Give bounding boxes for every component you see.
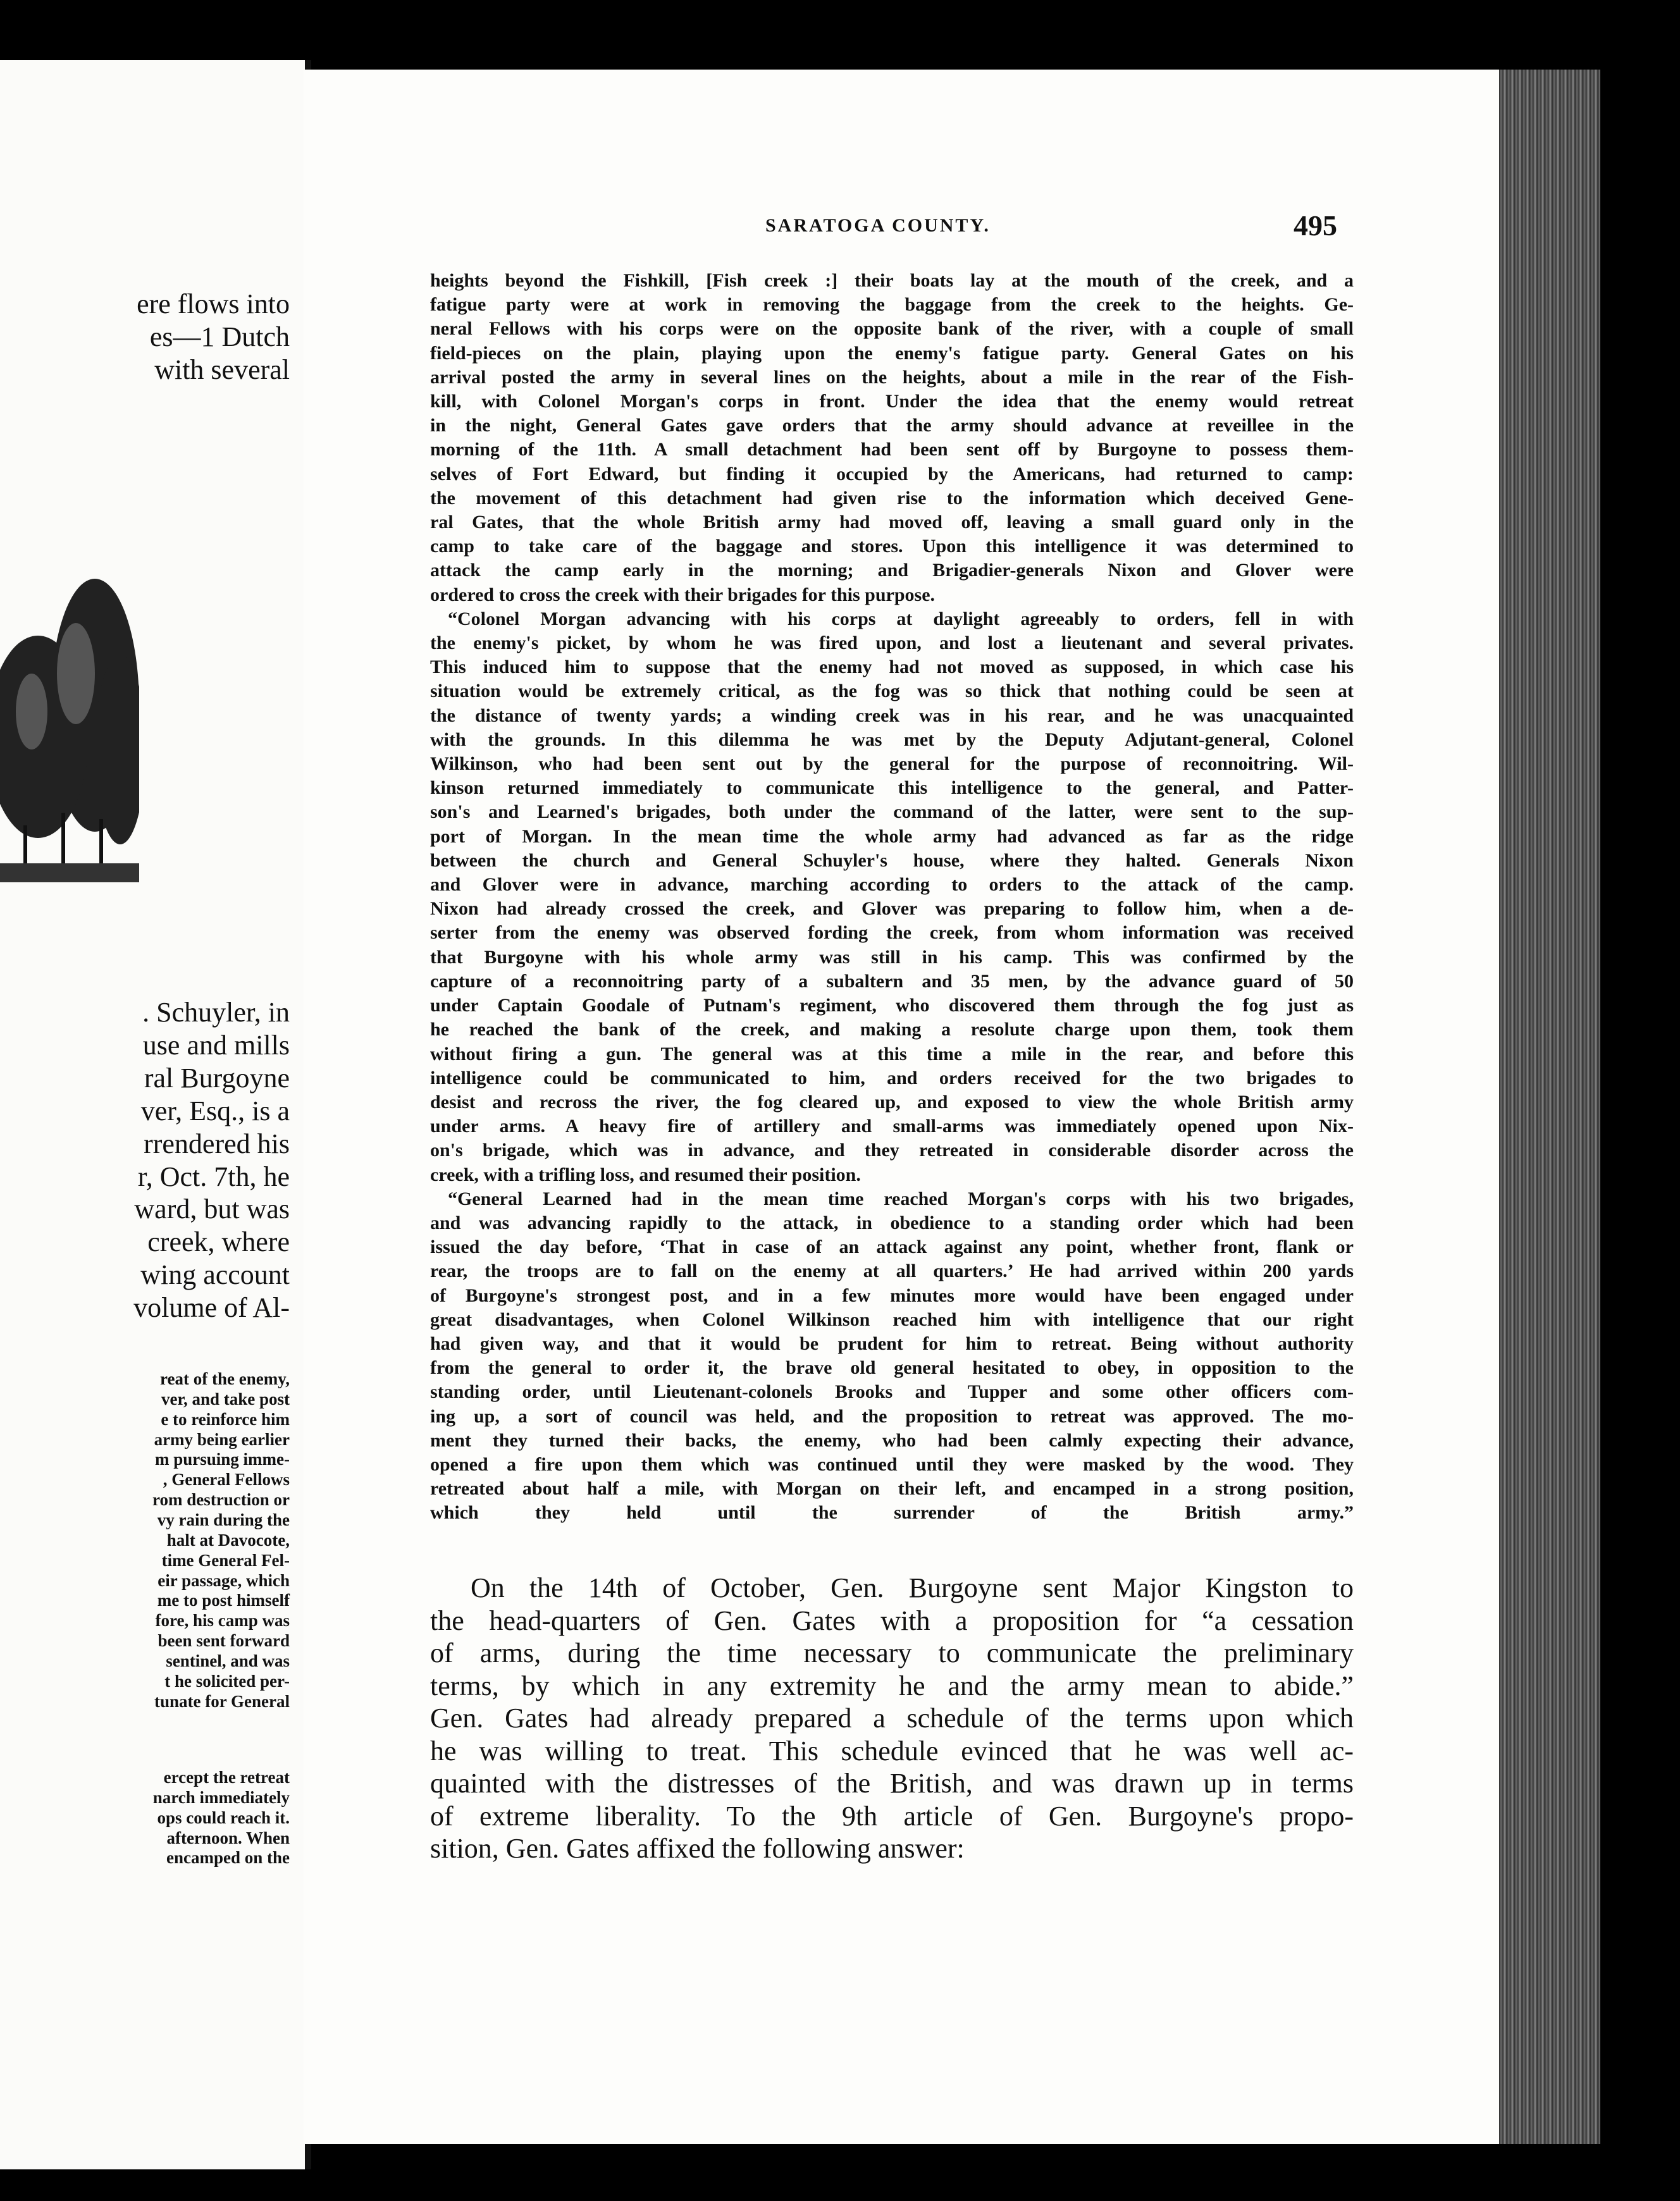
quote-line: field-pieces on the plain, playing upon the enemy's fatigue party. General Gates on his [430,342,1354,364]
quote-line: the enemy's picket, by whom he was fired upon, and lost a lieutenant and several privates. [430,632,1354,654]
previous-page-line: , General Fellows [163,1470,290,1489]
previous-page-line: ere flows into [137,288,290,319]
previous-page-line: army being earlier [154,1429,290,1449]
previous-page-small-text-2 [153,1768,290,1868]
body-line: sition, Gen. Gates affixed the following answer: [430,1833,965,1864]
quote-line: without firing a gun. The general was at this time a mile in the rear, and before this [430,1043,1354,1064]
quote-line: serter from the enemy was observed fording the creek, from whom information was received [430,922,1354,944]
body-line: terms, by which in any extremity he and the army mean to abide.” [430,1670,1354,1701]
quote-line: creek, with a trifling loss, and resumed their position. [430,1164,861,1185]
quote-line: “Colonel Morgan advancing with his corps at daylight agreeably to orders, fell in with [448,608,1354,629]
quote-line: Wilkinson, who had been sent out by the general for the purpose of reconnoitring. Wil- [430,753,1354,775]
previous-page-line: rrendered his [144,1128,290,1159]
quote-line: that Burgoyne with his whole army was still in his camp. This was confirmed by the [430,946,1354,968]
quoted-extract [430,269,1354,1526]
quote-line: he reached the bank of the creek, and making a resolute charge upon them, took them [430,1019,1354,1040]
quote-line: from the general to order it, the brave old general hesitated to obey, in opposition to the [430,1357,1354,1379]
quote-line: son's and Learned's brigades, both under the command of the latter, were sent to the sup- [430,801,1354,823]
previous-page-line: eir passage, which [158,1570,290,1590]
quote-line: which they held until the surrender of the British army.” [430,1502,1354,1524]
quote-line: had given way, and that it would be prudent for him to retreat. Being without authority [430,1333,1354,1354]
quote-line: “General Learned had in the mean time reached Morgan's corps with his two brigades, [448,1188,1354,1209]
quote-line: between the church and General Schuyler's house, where they halted. Generals Nixon [430,849,1354,871]
previous-page-small-text-1 [152,1369,290,1712]
body-line: he was willing to treat. This schedule evinced that he was well ac- [430,1735,1354,1766]
previous-page-line: ral Burgoyne [144,1062,290,1094]
quote-line: morning of the 11th. A small detachment had been sent off by Burgoyne to possess them- [430,439,1354,460]
quote-line: retreated about half a mile, with Morgan on their left, and encamped in a strong position, [430,1478,1354,1500]
previous-page-line: rom destruction or [152,1490,290,1510]
quote-line: heights beyond the Fishkill, [Fish creek :] their boats lay at the mouth of the creek, and a [430,270,1354,291]
quote-line: port of Morgan. In the mean time the whole army had advanced as far as the ridge [430,825,1354,847]
page-header [765,209,1398,253]
previous-page-line: e to reinforce him [161,1409,290,1429]
previous-page-line: ercept the retreat [163,1768,290,1787]
body-line: quainted with the distresses of the British, and was drawn up in terms [430,1768,1354,1799]
quote-line: issued the day before, ‘That in case of an attack against any point, whether front, flank or [430,1236,1354,1258]
quote-line: arrival posted the army in several lines on the heights, about a mile in the rear of the Fish- [430,366,1354,388]
quote-line: fatigue party were at work in removing the baggage from the creek to the heights. Ge- [430,294,1354,316]
quote-line: attack the camp early in the morning; and Brigadier-generals Nixon and Glover were [430,560,1354,581]
body-line: the head-quarters of Gen. Gates with a proposition for “a cessation [430,1605,1354,1636]
quote-line: in the night, General Gates gave orders that the army should advance at reveillee in the [430,415,1354,436]
quote-line: great disadvantages, when Colonel Wilkinson reached him with intelligence that our right [430,1309,1354,1330]
quote-line: kill, with Colonel Morgan's corps in front. Under the idea that the enemy would retreat [430,391,1354,412]
quote-line: ral Gates, that the whole British army had moved off, leaving a small guard only in the [430,512,1354,533]
quote-line: situation would be extremely critical, as the fog was so thick that nothing could be seen at [430,681,1354,702]
body-line: Gen. Gates had already prepared a schedule of the terms upon which [430,1703,1354,1734]
previous-page-top-text [137,288,290,386]
previous-page-line: been sent forward [158,1631,290,1651]
running-head: SARATOGA COUNTY. [765,215,991,236]
previous-page-line: encamped on the [166,1848,290,1868]
previous-page-line: volume of Al- [133,1292,290,1324]
previous-page-line: halt at Davocote, [166,1530,290,1550]
quote-line: camp to take care of the baggage and stores. Upon this intelligence it was determined to [430,536,1354,557]
quote-line: the distance of twenty yards; a winding creek was in his rear, and he was unacquainted [430,705,1354,726]
quote-line: Nixon had already crossed the creek, and Glover was preparing to follow him, when a de- [430,898,1354,920]
quote-line: under Captain Goodale of Putnam's regiment, who discovered them through the fog just as [430,995,1354,1016]
body-paragraph [430,1572,1354,1865]
body-line: of arms, during the time necessary to communicate the preliminary [430,1637,1354,1668]
previous-page-line: ops could reach it. [157,1808,290,1827]
previous-page-line: afternoon. When [166,1828,290,1847]
previous-page-line: fore, his camp was [155,1611,290,1631]
quote-line: selves of Fort Edward, but finding it occupied by the Americans, had returned to camp: [430,463,1354,484]
previous-page-line: reat of the enemy, [160,1369,290,1388]
quote-line: and was advancing rapidly to the attack, in obedience to a standing order which had been [430,1212,1354,1233]
quote-line: with the grounds. In this dilemma he was met by the Deputy Adjutant-general, Colonel [430,729,1354,750]
quote-line: ment they turned their backs, the enemy, who had been calmly expecting their advance, [430,1429,1354,1451]
quote-line: and Glover were in advance, marching according to orders to the attack of the camp. [430,874,1354,896]
previous-page-line: vy rain during the [157,1510,290,1530]
quote-line: neral Fellows with his corps were on the opposite bank of the river, with a couple of small [430,318,1354,340]
body-line: On the 14th of October, Gen. Burgoyne sent Major Kingston to [471,1572,1354,1603]
previous-page-line: narch immediately [152,1787,290,1807]
body-line: of extreme liberality. To the 9th article of Gen. Burgoyne's propo- [430,1800,1354,1832]
previous-page-mid-text [133,996,290,1324]
quote-line: kinson returned immediately to communicate this intelligence to the general, and Patter- [430,777,1354,799]
quote-line: opened a fire upon them which was continued until they were masked by the wood. They [430,1453,1354,1475]
quote-line: rear, the troops are to fall on the enemy at all quarters.’ He had arrived within 200 yards [430,1261,1354,1282]
quote-line: the movement of this detachment had given rise to the information which deceived Gene- [430,487,1354,509]
previous-page-line: use and mills [142,1029,290,1061]
previous-page-line: es—1 Dutch [149,321,290,352]
quote-line: ing up, a sort of council was held, and the proposition to retreat was approved. The mo- [430,1405,1354,1427]
previous-page-line: time General Fel- [161,1550,290,1570]
previous-page [0,60,305,2169]
quote-line: intelligence could be communicated to him, and orders received for the two brigades to [430,1067,1354,1088]
previous-page-line: tunate for General [154,1691,290,1711]
previous-page-line: sentinel, and was [166,1651,290,1671]
previous-page-line: m pursuing imme- [154,1450,290,1469]
previous-page-line: t he solicited per- [164,1671,290,1691]
quote-line: of Burgoyne's strongest post, and in a few minutes more would have been engaged under [430,1285,1354,1306]
previous-page-line: creek, where [147,1226,290,1258]
tree-engraving [0,547,139,901]
previous-page-line: me to post himself [157,1591,290,1610]
quote-line: on's brigade, which was in advance, and they retreated in considerable disorder across the [430,1140,1354,1161]
quote-line: under arms. A heavy fire of artillery and small-arms was immediately opened upon Nix- [430,1116,1354,1137]
quote-line: This induced him to suppose that the enemy had not moved as supposed, in which case his [430,657,1354,678]
quote-line: capture of a reconnoitring party of a subaltern and 35 men, by the advance guard of 50 [430,970,1354,992]
previous-page-line: ver, Esq., is a [140,1095,290,1126]
quote-line: ordered to cross the creek with their brigades for this purpose. [430,584,936,605]
previous-page-line: ver, and take post [161,1389,290,1409]
page-number: 495 [1294,209,1337,242]
previous-page-line: wing account [140,1259,290,1291]
previous-page-line: ward, but was [134,1193,290,1225]
previous-page-line: r, Oct. 7th, he [137,1161,290,1192]
quote-line: standing order, until Lieutenant-colonels Brooks and Tupper and some other officers com- [430,1381,1354,1403]
previous-page-line: with several [154,354,290,385]
quote-line: desist and recross the river, the fog cleared up, and exposed to view the whole British army [430,1091,1354,1113]
previous-page-line: . Schuyler, in [142,997,290,1028]
page-edges [1499,70,1600,2144]
